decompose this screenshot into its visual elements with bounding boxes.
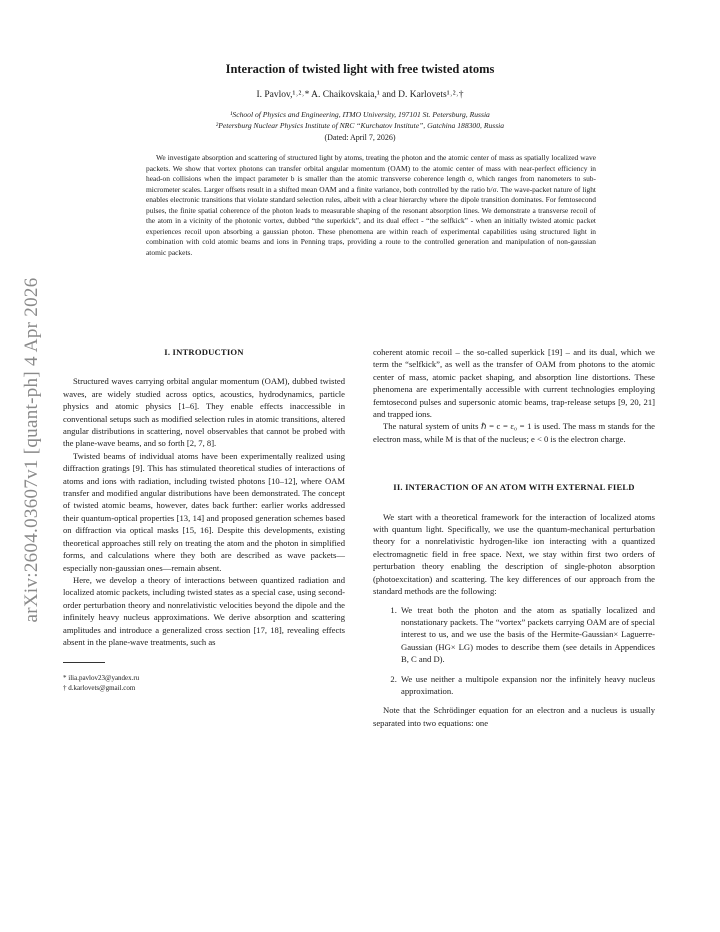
intro-paragraph-3: Here, we develop a theory of interactions between quantized radiation and localized atomic packets, including twisted states as a special case, using second-order perturbation theory and nonrelativistic velocities beyond the dipole and the infinitely heavy nucleus approximations. We derive absorption and scattering amplitudes and introduce a generalized cross section [17, 18], revealing effects absent in the plane-wave treatments, such as — [63, 574, 345, 647]
list-item: 2. We use neither a multipole expansion nor the infinitely heavy nucleus approximation. — [399, 673, 655, 698]
list-item: 1. We treat both the photon and the atom as spatially localized and nonstationary packets. The “vortex” packets carrying OAM are of special interest to us, and we use the basis of the Hermite-Gaussian× Laguerre-Gaussian (HG× LG) modes to describe them (see details in Appendices B, C and D). — [399, 604, 655, 666]
section2-paragraph: We start with a theoretical framework for the interaction of localized atoms with quantum light. Specifically, we use the quantum-mechanical perturbation theory for a nonrelativistic hydrogen-like ion interacting with a quantized electromagnetic field in free space. Next, we stay within first two orders of perturbation theory enabling the description of single-photon absorption (photoexcitation) and scattering. The key differences of our approach from the standard methods are the following: — [373, 511, 655, 597]
affiliation-2: ²Petersburg Nuclear Physics Institute of NRC “Kurchatov Institute”, Gatchina 188300, Russia — [215, 121, 505, 130]
intro-paragraph-2: Twisted beams of individual atoms have been experimentally realized using diffraction gratings [9]. This has stimulated theoretical studies of interactions of atoms and ions with radiation, including twisted photons [10–12], where OAM transfer and modified angular distributions have been demonstrated. The concept of twisted atomic beams, however, dates back further: earlier works addressed their quantum-optical properties [13, 14] and proposed generation schemes based on diffraction via optical masks [15, 16]. Despite this developments, existing theoretical approaches still rely on treating the atom and the photon in simplified forms, and calculations where they both are described as wave packets—especially non-gaussian ones—remain absent. — [63, 450, 345, 573]
footnote-2: † d.karlovets@gmail.com — [63, 684, 136, 693]
left-column — [63, 346, 345, 693]
abstract: We investigate absorption and scattering of structured light by atoms, treating the photon and the atomic center of mass as spatially localized wave packets. We show that vortex photons can transfer orbital angular momentum (OAM) to the atomic center of mass with near-perfect efficiency in head-on collisions when the impact parameter b is smaller than the atomic transverse coherence length σ, which ranges from nanometers to sub-micrometer scales. Larger offsets result in a shifted mean OAM and a finite variance, both controlled by the ratio b/σ. The wave-packet nature of light enables electronic transitions that violate standard selection rules, albeit with a clear hierarchy where the dipole transition dominates. For femtosecond pulses, the finite spatial coherence of the photon leads to measurable shaping of the resonant absorption lines. We demonstrate a transverse recoil of the atom in a vicinity of the photonic vortex, dubbed “the superkick”, and its dual effect - “the selfkick” - when an initially twisted atomic packet experiences recoil upon absorbing a gaussian photon. These phenomena are within reach of experimental capabilities using structured light in combination with cold atomic beams and ions in Penning traps, providing a route to the controlled generation and manipulation of non-gaussian atomic packets. — [146, 153, 596, 257]
units-paragraph: The natural system of units ℏ = c = ε₀ = 1 is used. The mass m stands for the electron mass, while M is that of the nucleus; e < 0 is the electron charge. — [373, 421, 655, 444]
closing-paragraph: Note that the Schrödinger equation for an electron and a nucleus is usually separated into two equations: one — [373, 705, 655, 728]
footnote-divider — [63, 662, 105, 663]
affiliation-1: ¹School of Physics and Engineering, ITMO University, 197101 St. Petersburg, Russia — [230, 110, 490, 119]
arxiv-stamp — [6, 250, 58, 650]
arxiv-stamp-text: arXiv:2604.03607v1 [quant-ph] 4 Apr 2026 — [21, 277, 42, 623]
key-differences-list — [373, 604, 655, 698]
paper-title: Interaction of twisted light with free twisted atoms — [225, 62, 495, 76]
author-list: I. Pavlov,¹˒²˒* A. Chaikovskaia,¹ and D. Karlovets¹˒²˒† — [256, 90, 464, 100]
intro-paragraph-1: Structured waves carrying orbital angular momentum (OAM), dubbed twisted waves, are widely studied across optics, acoustics, hydrodynamics, particle physics and atomic physics [1–6]. They enable effects inaccessible in conventional setups such as modified selection rules in atomic transitions, altered angular distributions in scattering, novel observables that cannot be probed with the plane-wave beams, and so forth [2, 7, 8]. — [63, 376, 345, 449]
section-heading-introduction: I. INTRODUCTION — [164, 347, 244, 357]
date-line: (Dated: April 7, 2026) — [324, 133, 396, 142]
right-paragraph-1: coherent atomic recoil – the so-called superkick [19] – and its dual, which we term the “selfkick”, as well as the transfer of OAM from photons to the atomic center of mass, atomic packet shaping, and absorption line distortions. These phenomena are experimentally accessible with current technologies employing femtosecond pulses and supersonic atomic beams, trap-release setups [9, 20, 21] and trapped ions. — [373, 347, 655, 420]
right-column — [373, 346, 655, 729]
section-heading-interaction: II. INTERACTION OF AN ATOM WITH EXTERNAL FIELD — [393, 482, 635, 493]
footnote-1: * ilia.pavlov23@yandex.ru — [63, 674, 140, 683]
